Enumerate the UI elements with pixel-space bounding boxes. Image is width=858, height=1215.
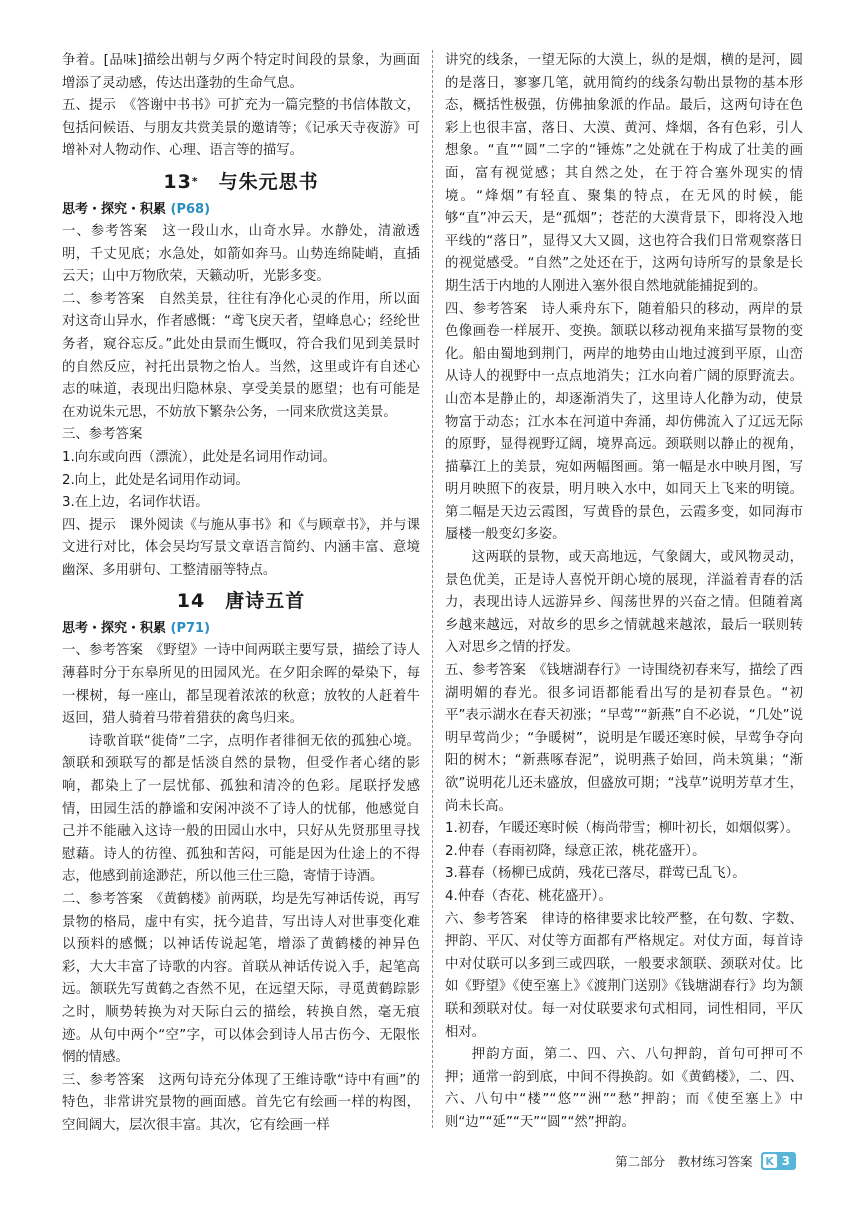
answer-paragraph: 三、参考答案 — [62, 427, 143, 443]
answer-paragraph: 1.向东或向西（漂流），此处是名词用作动词。 — [62, 449, 336, 465]
right-column — [445, 50, 803, 1135]
page-reference: (P71) — [170, 621, 211, 637]
answer-paragraph: 二、参考答案 《黄鹤楼》前两联，均是先写神话传说，再写景物的格局，虚中有实，抚今追昔，写出诗人对世事变化难以预料的感慨；以神话传说起笔，增添了黄鹤楼的神异色彩，大大丰富了诗歌的内容。首联从神话传说入手，起笔高远。颔联先写黄鹤之杳然不见，在远望天际，寻觅黄鹤踪影之时，顺势转换为对天际白云的描绘，转换自然，毫无痕迹。从句中两个“空”字，可以体会到诗人吊古伤今、无限怅惘的情感。 — [62, 892, 420, 1066]
column-divider — [432, 50, 433, 1128]
lesson-14-title — [62, 584, 420, 618]
answer-paragraph: 讲究的线条，一望无际的大漠上，纵的是烟，横的是河，圆的是落日，寥寥几笔，就用简约的线条勾勒出景物的基本形态，概括性极强，仿佛抽象派的作品。最后，这两句诗在色彩上也很丰富，落日、大漠、黄河、烽烟，各有色彩，引人想象。“直”“圆”二字的“锤炼”之处就在于构成了壮美的画面，富有视觉感；其自然之处，在于符合塞外现实的情境。“烽烟”有轻直、聚集的特点，在无风的时候，能够“直”冲云天，是“孤烟”；苍茫的大漠背景下，即将没入地平线的“落日”，显得又大又圆，这也符合我们日常观察落日的视觉感受。“自然”之处还在于，这两句诗所写的景象是长期生活于内地的人刚进入塞外很自然地就能捕捉到的。 — [445, 53, 803, 294]
page-footer — [615, 1152, 796, 1170]
answer-paragraph: 这两联的景物，或天高地远，气象阔大，或风物灵动，景色优美，正是诗人喜悦开朗心境的展现，洋溢着青春的活力，表现出诗人远游异乡、闯荡世界的兴奋之情。但随着离乡越来越远，对故乡的思乡之情就越来越浓，最后一联则转入对思乡之情的抒发。 — [445, 550, 803, 656]
lesson-13-subheading: 思考・探究・积累 (P68) — [62, 201, 211, 217]
answer-paragraph: 2.向上，此处是名词用作动词。 — [62, 472, 249, 488]
lesson-13-name: 与朱元思书 — [218, 170, 319, 193]
answer-paragraph: 一、参考答案 这一段山水，山奇水异。水静处，清澈透明，千丈见底；水急处，如箭如奔马。山势连绵陡峭，直插云天；山中万物欣荣，天籁动听，光影多变。 — [62, 223, 420, 285]
lesson-13-title — [62, 165, 420, 199]
page-number: 3 — [781, 1154, 790, 1168]
page-reference: (P68) — [170, 201, 211, 217]
answer-paragraph: 4.仲春（杏花、桃花盛开）。 — [445, 888, 612, 904]
answer-paragraph: 四、提示 课外阅读《与施从事书》和《与顾章书》，并与课文进行对比，体会吴均写景文章语言简约、内涵丰富、意境幽深、多用骈句、工整清丽等特点。 — [62, 517, 420, 578]
intro-paragraph: 争着。[品味]描绘出朝与夕两个特定时间段的景象，为画面增添了灵动感，传达出蓬勃的生命气息。 — [62, 53, 420, 91]
answer-paragraph: 3.在上边，名词作状语。 — [62, 495, 209, 511]
lesson-13-number: 13 — [163, 170, 192, 193]
lesson-14-number: 14 — [176, 590, 206, 613]
answer-paragraph: 2.仲春（春雨初降，绿意正浓，桃花盛开）。 — [445, 843, 706, 859]
intro-paragraph: 五、提示 《答谢中书书》可扩充为一篇完整的书信体散文，包括问候语、与朋友共赏美景的邀请等；《记承天寺夜游》可增补对人物动作、心理、语言等的描写。 — [62, 98, 420, 159]
answer-paragraph: 二、参考答案 自然美景，往往有净化心灵的作用，所以面对这奇山异水，作者感慨：“鸢飞戾天者，望峰息心；经纶世务者，窥谷忘反。”此处由景而生慨叹，符合我们见到美景时的自然反应，衬托出景物之怡人。当然，这里或许有自述心志的味道，表现出归隐林泉、享受美景的愿望；也有可能是在劝说朱元思，不妨放下繁杂公务，一同来欣赏这美景。 — [62, 291, 420, 420]
page-badge — [761, 1152, 796, 1170]
answer-paragraph: 四、参考答案 诗人乘舟东下，随着船只的移动，两岸的景色像画卷一样展开、变换。颔联以移动视角来描写景物的变化。船由蜀地到荆门，两岸的地势由山地过渡到平原，山峦从诗人的视野中一点点地消失；江水向着广阔的原野流去。山峦本是静止的，却逐渐消失了，这里诗人化静为动，使景物富于动态；江水本在河道中奔涌，却仿佛流入了辽远无际的原野，显得视野辽阔，境界高远。颈联则以静止的视角，描摹江上的美景，宛如两幅图画。第一幅是水中映月图，写明月映照下的夜景，明月映入水中，如同天上飞来的明镜。第二幅是天边云霞图，写黄昏的景色，云霞多变，如同海市蜃楼一般变幻多姿。 — [445, 301, 803, 543]
answer-paragraph: 一、参考答案 《野望》一诗中间两联主要写景，描绘了诗人薄暮时分于东皋所见的田园风光。在夕阳余晖的晕染下，每一棵树，每一座山，都呈现着浓浓的秋意；放牧的人赶着牛返回，猎人骑着马带着猎获的禽鸟归来。 — [62, 643, 420, 727]
left-column — [62, 50, 420, 1138]
answer-paragraph: 三、参考答案 这两句诗充分体现了王维诗歌“诗中有画”的特色，非常讲究景物的画面感。首先它有绘画一样的构图，空间阔大，层次很丰富。其次，它有绘画一样 — [62, 1072, 420, 1133]
lesson-14-subheading: 思考・探究・积累 (P71) — [62, 621, 211, 637]
answer-paragraph: 五、参考答案 《钱塘湖春行》一诗围绕初春来写，描绘了西湖明媚的春光。很多词语都能看出写的是初春景色。“初平”表示湖水在春天初涨；“早莺”“新燕”自不必说，“几处”说明早莺尚少；“争暖树”，说明是乍暖还寒时候，早莺争夺向阳的树木；“新燕啄春泥”，说明燕子始回，尚未筑巢；“渐欲”说明花儿还未盛放，但盛放可期；“浅草”说明芳草才生，尚未长高。 — [445, 663, 803, 814]
answer-paragraph: 3.暮春（杨柳已成荫，残花已落尽，群莺已乱飞）。 — [445, 866, 746, 882]
k-logo-icon: K — [763, 1154, 777, 1168]
footer-section-label: 第二部分 教材练习答案 — [615, 1154, 753, 1169]
answer-paragraph: 六、参考答案 律诗的格律要求比较严整，在句数、字数、押韵、平仄、对仗等方面都有严格规定。对仗方面，每首诗中对仗联可以多到三或四联，一般要求颔联、颈联对仗。比如《野望》《使至塞上》《渡荆门送别》《钱塘湖春行》均为颔联和颈联对仗。每一对仗联要求句式相同，词性相同，平仄相对。 — [445, 911, 803, 1040]
optional-mark: * — [191, 174, 199, 188]
lesson-14-name: 唐诗五首 — [225, 590, 306, 613]
answer-paragraph: 押韵方面，第二、四、六、八句押韵，首句可押可不押；通常一韵到底，中间不得换韵。如《黄鹤楼》，二、四、六、八句中“楼”“悠”“洲”“愁”押韵；而《使至塞上》中则“边”“延”“天”“圆”“然”押韵。 — [445, 1047, 803, 1130]
answer-paragraph: 诗歌首联“徙倚”二字，点明作者徘徊无依的孤独心境。颔联和颈联写的都是恬淡自然的景物，但受作者心绪的影响，都染上了一层忧郁、孤独和清冷的色彩。尾联抒发感情，田园生活的静谧和安闲冲淡不了诗人的忧郁，他感觉自己并不能融入这诗一般的田园山水中，只好从先贤那里寻找慰藉。诗人的彷徨、孤独和苦闷，可能是因为仕途上的不得志，他感到前途渺茫，所以他三仕三隐，寄情于诗酒。 — [62, 733, 420, 885]
answer-paragraph: 1.初春，乍暖还寒时候（梅尚带雪；柳叶初长，如烟似雾）。 — [445, 821, 800, 837]
